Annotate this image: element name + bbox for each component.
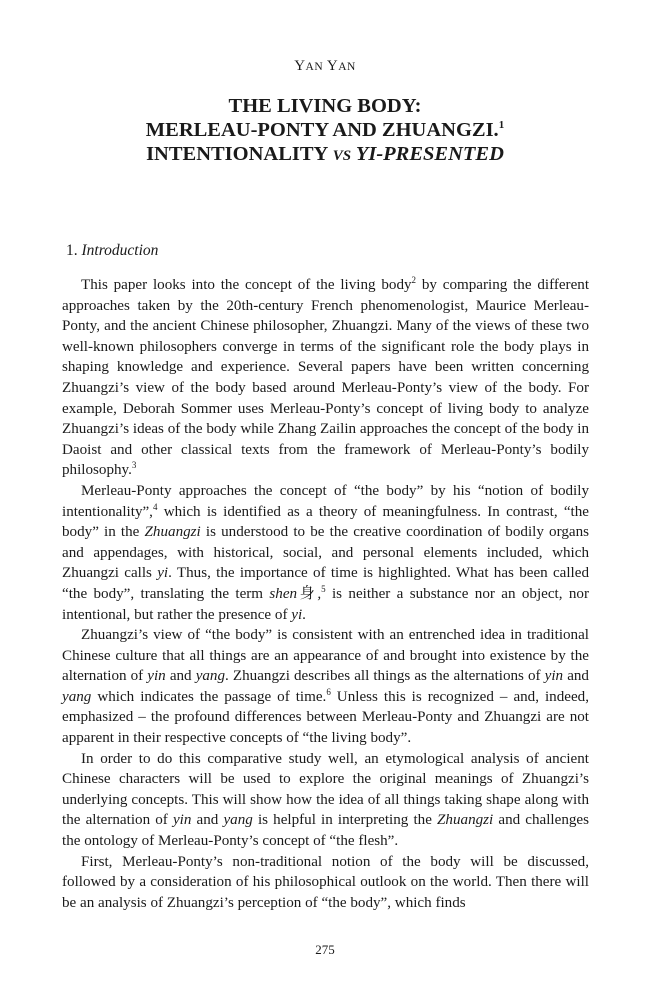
text-run: and	[165, 668, 196, 685]
text-run: and challenges the ontology of Merleau-Ponty’s concept of “the flesh”.	[62, 812, 589, 850]
text-run: 身	[297, 585, 318, 602]
paragraph	[62, 275, 589, 481]
title-vs: VS	[332, 148, 352, 164]
footnote-ref[interactable]: 2	[411, 274, 417, 285]
footnote-ref[interactable]: 6	[326, 686, 331, 697]
italic-text: ,	[317, 585, 322, 602]
text-run: is helpful in interpreting the	[252, 812, 438, 829]
title-line-3-a: INTENTIONALITY	[146, 143, 333, 165]
section-title: Introduction	[81, 242, 159, 259]
text-run: Merleau-Ponty approaches the concept of “the body” by his “notion of bodily intentionality”,	[62, 482, 589, 520]
author-part: AN	[338, 61, 356, 73]
body-text	[62, 275, 589, 913]
running-head-author	[0, 58, 650, 75]
title-line-1: THE LIVING BODY:	[228, 95, 422, 117]
text-run: is understood to be the creative coordination of bodily organs and appendages, with historical, social, and personal elements included, which Zhuangzi calls	[62, 524, 589, 582]
text-run: This paper looks into the concept of the living body	[81, 277, 412, 293]
text-run: which is identified as a theory of meaningfulness. In contrast, “the body” in the	[62, 503, 589, 541]
text-run: Unless this is recognized – and, indeed, emphasized – the profound differences between Merleau-Ponty and Zhuangzi are not apparent in their respective concepts of “the living body”.	[62, 688, 589, 747]
title-line-3	[0, 142, 650, 168]
italic-text: Zhuangzi	[437, 812, 494, 829]
italic-text: Zhuangzi	[144, 524, 201, 541]
paragraph	[62, 625, 589, 749]
italic-text: yin	[172, 812, 192, 829]
author-part: AN	[305, 61, 324, 73]
text-run: First, Merleau-Ponty’s non-traditional notion of the body will be discussed, followed by a consideration of his philosophical outlook on the world. Then there will be an analysis of Zhuangzi’s perception of “the body”, which finds	[62, 853, 589, 911]
title-line-2-text: MERLEAU-PONTY AND ZHUANGZI.	[145, 119, 499, 141]
text-run: In order to do this comparative study well, an etymological analysis of ancient Chinese characters will be used to explore the original meanings of Zhuangzi’s underlying concepts. This will show how the idea of all things taking shape along with the alternation of	[62, 750, 589, 829]
text-run: .	[302, 606, 306, 623]
footnote-ref[interactable]: 5	[321, 583, 326, 594]
paragraph	[62, 749, 589, 852]
italic-text: yang	[195, 668, 226, 685]
title-line-2	[0, 118, 650, 142]
text-run: . Zhuangzi describes all things as the alternations of	[225, 668, 545, 685]
italic-text: yin	[544, 668, 564, 685]
footnote-ref-1[interactable]: 1	[498, 119, 505, 132]
text-run: . Thus, the importance of time is highlighted. What has been called “the body”, translating the term	[62, 565, 589, 602]
author-part: Y	[294, 58, 306, 74]
italic-text: shen	[269, 585, 298, 602]
text-run: is neither a substance nor an object, nor intentional, but rather the presence of	[62, 585, 589, 623]
section-number: 1.	[66, 242, 82, 259]
text-run: which indicates the passage of time.	[91, 688, 327, 705]
paper-title	[0, 94, 650, 168]
title-line-3-b: YI-PRESENTED	[351, 143, 504, 165]
italic-text: yi	[157, 565, 169, 582]
italic-text: yin	[147, 668, 166, 685]
text-run: by comparing the different approaches taken by the 20th-century French phenomenologist, Maurice Merleau-Ponty, and the ancient Chinese philosopher, Zhuangzi. Many of the views of these two well-known philosophers converge in terms of the significant role the body plays in shaping knowledge and experience. Several papers have been written concerning Zhuangzi’s view of the body based around Merleau-Ponty’s view of the body. For example, Deborah Sommer uses Merleau-Ponty’s concept of living body to analyze Zhuangzi’s ideas of the body while Zhang Zailin approaches the concept of the body in Daoist and other classical texts from the framework of Merleau-Ponty’s bodily philosophy.	[62, 277, 590, 479]
italic-text: yang	[223, 812, 253, 829]
author-part: Y	[323, 58, 339, 74]
page-number: 275	[315, 942, 335, 957]
text-run: and	[563, 668, 589, 685]
footnote-ref[interactable]: 3	[131, 460, 137, 471]
paragraph	[62, 852, 589, 914]
italic-text: yi	[291, 606, 303, 623]
text-run: Zhuangzi’s view of “the body” is consistent with an entrenched idea in traditional Chinese culture that all things are an appearance of and brought into existence by the alternation of	[62, 627, 589, 685]
text-run: and	[191, 812, 224, 829]
footnote-ref[interactable]: 4	[152, 501, 158, 512]
paragraph	[62, 481, 589, 625]
section-heading	[66, 242, 158, 260]
italic-text: yang	[62, 688, 92, 705]
